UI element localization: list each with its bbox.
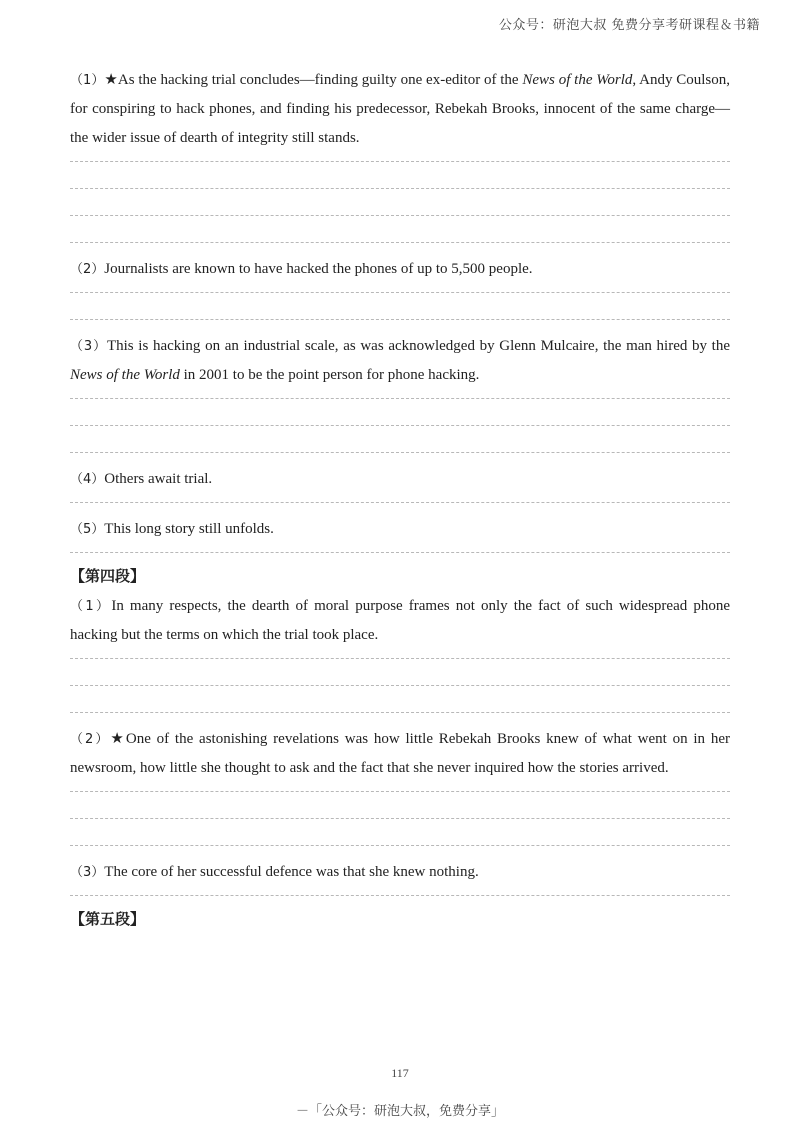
sentence-number: （2） [70,262,105,277]
section-heading: 【第四段】 [70,567,146,585]
sentence-number: （1） [70,599,112,614]
sentence-text-continued: in 2001 to be the point person for phone hacking. [179,367,480,383]
sentence-paragraph [70,725,730,783]
answer-lines[interactable] [70,658,730,713]
answer-line[interactable] [70,818,730,819]
answer-line[interactable] [70,161,730,162]
page-header: 公众号：研泡大叔 免费分享考研课程＆书籍 [498,18,760,33]
sentence-paragraph [70,255,730,284]
sentence-text: In many respects, the dearth of moral purpose frames not only the fact of such widespread phone hacking but the terms on which the trial took place. [70,598,730,643]
sentence-text: This is hacking on an industrial scale, as was acknowledged by Glenn Mulcaire, the man hired by the [106,338,730,354]
sentence-text: ★One of the astonishing revelations was how little Rebekah Brooks knew of what went on in her newsroom, how little she thought to ask and the fact that she never inquired how the stories arrived. [70,731,730,776]
page-number: 117 [391,1066,409,1080]
sentence-paragraph [70,332,730,390]
answer-line[interactable] [70,242,730,243]
answer-line[interactable] [70,712,730,713]
sentence-text-continued: , Andy Coulson, for conspiring to hack phones, and finding his predecessor, Rebekah Brooks, innocent of the same charge—the wider issue of dearth of integrity still stands. [70,72,730,146]
answer-lines[interactable] [70,502,730,503]
sentence-number: （3） [70,339,107,354]
sentence-number: （2） [70,732,111,747]
sentence-number: （5） [70,522,105,537]
answer-line[interactable] [70,658,730,659]
answer-line[interactable] [70,215,730,216]
sentence-paragraph [70,592,730,650]
sentence-text: The core of her successful defence was that she knew nothing. [104,864,479,880]
sentence-text: ★As the hacking trial concludes—finding guilty one ex-editor of the [104,72,523,88]
sentence-paragraph [70,858,730,887]
sentence-paragraph [70,515,730,544]
answer-line[interactable] [70,188,730,189]
publication-title: News of the World [70,367,180,383]
sentence-number: （1） [70,73,105,88]
answer-line[interactable] [70,791,730,792]
answer-line[interactable] [70,425,730,426]
sentence-number: （3） [70,865,105,880]
sentence-paragraph [70,66,730,153]
answer-line[interactable] [70,685,730,686]
answer-lines[interactable] [70,398,730,453]
answer-line[interactable] [70,319,730,320]
answer-line[interactable] [70,552,730,553]
answer-lines[interactable] [70,791,730,846]
answer-line[interactable] [70,398,730,399]
answer-lines[interactable] [70,161,730,243]
sentence-text: Others await trial. [104,471,213,487]
answer-line[interactable] [70,292,730,293]
section-heading: 【第五段】 [70,910,146,928]
page-footer: －「公众号：研泡大叔，免费分享」 [295,1104,504,1119]
document-body [70,66,730,935]
answer-lines[interactable] [70,552,730,553]
publication-title: News of the World [522,72,633,88]
sentence-paragraph [70,465,730,494]
sentence-number: （4） [70,472,105,487]
answer-lines[interactable] [70,895,730,896]
sentence-text: Journalists are known to have hacked the phones of up to 5,500 people. [104,261,533,277]
answer-line[interactable] [70,895,730,896]
sentence-text: This long story still unfolds. [104,521,274,537]
answer-line[interactable] [70,845,730,846]
answer-line[interactable] [70,502,730,503]
answer-lines[interactable] [70,292,730,320]
answer-line[interactable] [70,452,730,453]
